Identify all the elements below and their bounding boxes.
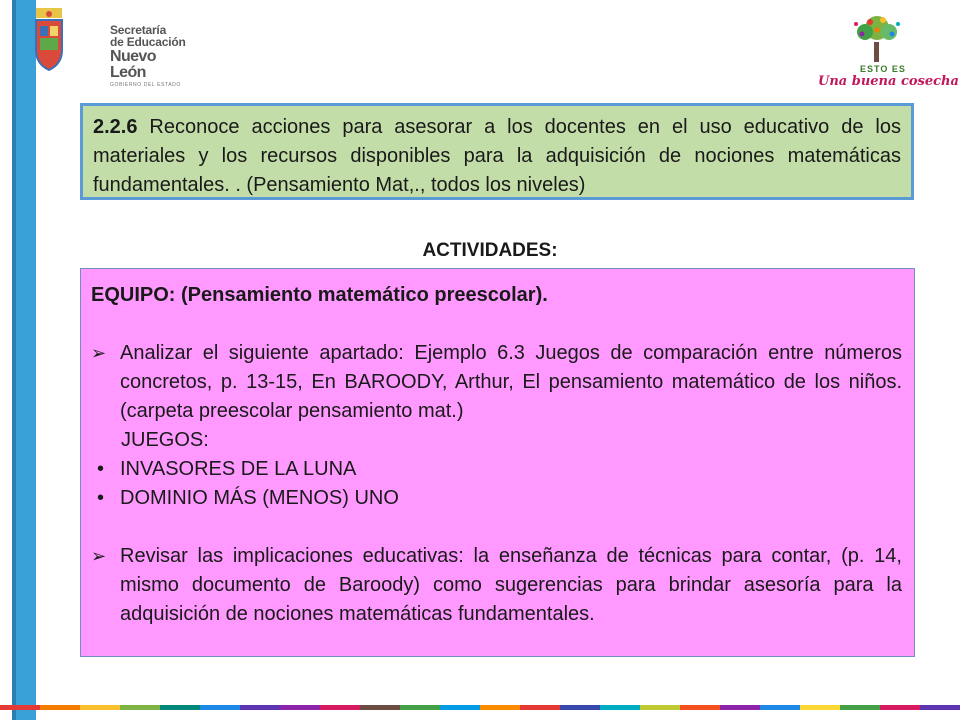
stripe-segment [720, 705, 760, 710]
objective-code: 2.2.6 [93, 116, 138, 138]
stripe-segment [80, 705, 120, 710]
game-item-2 [91, 484, 902, 513]
buena-cosecha-logo [812, 14, 959, 89]
stripe-segment [440, 705, 480, 710]
stripe-segment [320, 705, 360, 710]
stripe-segment [840, 705, 880, 710]
stripe-segment [760, 705, 800, 710]
objective-title-box [80, 103, 914, 200]
stripe-segment [880, 705, 920, 710]
left-accent-bar [12, 0, 36, 720]
stripe-segment [520, 705, 560, 710]
bullet-dot-icon: • [97, 487, 105, 509]
activity-item-2-text: Revisar las implicaciones educativas: la enseñanza de técnicas para contar, (p. 14, mismo documento de Baroody) como sugerencias para brindar asesoría para la adquisición de nociones matemáticas fundamentales. [120, 545, 902, 625]
stripe-segment [360, 705, 400, 710]
sep-nuevo-leon-logo [34, 6, 194, 96]
stripe-segment [640, 705, 680, 710]
stripe-segment [280, 705, 320, 710]
activities-heading: ACTIVIDADES: [422, 240, 558, 261]
stripe-segment [400, 705, 440, 710]
stripe-segment [120, 705, 160, 710]
activity-item-2 [91, 542, 902, 629]
games-label: JUEGOS: [121, 429, 209, 451]
stripe-segment [600, 705, 640, 710]
team-heading: EQUIPO: (Pensamiento matemático preescolar). [91, 284, 548, 306]
stripe-segment [560, 705, 600, 710]
stripe-segment [160, 705, 200, 710]
stripe-segment [800, 705, 840, 710]
activity-item-1-text: Analizar el siguiente apartado: Ejemplo 6.3 Juegos de comparación entre números concretos, p. 13-15, En BAROODY, Arthur, El pensamiento matemático de los niños. (carpeta preescolar pensamiento mat.) [120, 342, 902, 422]
logo-text-line1: Secretaría [110, 23, 167, 37]
bottom-color-stripe [0, 705, 960, 710]
logo-text-line3: Nuevo León [110, 48, 156, 81]
logo-text-line4: GOBIERNO DEL ESTADO [110, 82, 181, 88]
game-item-1 [91, 455, 902, 484]
stripe-segment [480, 705, 520, 710]
logo-text-line2: de Educación [110, 35, 186, 49]
game-item-1-text: INVASORES DE LA LUNA [120, 458, 357, 480]
tree-icon [850, 14, 904, 64]
logo-buena-cosecha: Una buena cosecha [818, 74, 959, 89]
stripe-segment [920, 705, 960, 710]
objective-text: Reconoce acciones para asesorar a los docentes en el uso educativo de los materiales y los recursos disponibles para la adquisición de nociones matemáticas fundamentales. . (Pensamiento Mat,., todos los niveles) [93, 116, 901, 196]
stripe-segment [240, 705, 280, 710]
stripe-segment [680, 705, 720, 710]
arrow-bullet-icon: ➢ [91, 546, 107, 566]
arrow-bullet-icon: ➢ [91, 343, 107, 363]
game-item-2-text: DOMINIO MÁS (MENOS) UNO [120, 487, 399, 509]
stripe-segment [0, 705, 40, 710]
activity-item-1 [91, 339, 902, 426]
stripe-segment [200, 705, 240, 710]
bullet-dot-icon: • [97, 458, 105, 480]
activities-content-box [80, 268, 915, 657]
state-shield-icon [34, 6, 64, 74]
stripe-segment [40, 705, 80, 710]
logo-esto-es: ESTO ES [860, 64, 906, 74]
